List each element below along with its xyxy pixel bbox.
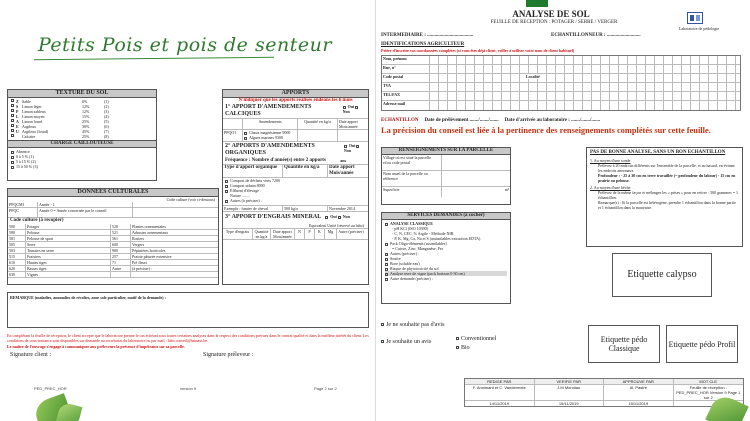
ident-row bbox=[382, 92, 740, 101]
approval-header: MOT CLE bbox=[699, 379, 718, 384]
avis-conventionnel[interactable] bbox=[456, 336, 496, 343]
min-oui-non[interactable]: Oui Non bbox=[325, 214, 350, 221]
calc-oui-non[interactable] bbox=[343, 104, 366, 118]
service-label: Analyse terre de vigne (pack horizon 0-30 cm) bbox=[390, 271, 465, 276]
approval-values bbox=[465, 385, 743, 401]
analyse-title: ANALYSE DE SOL bbox=[512, 9, 590, 19]
code-rows bbox=[8, 224, 218, 278]
apports-panel bbox=[222, 89, 369, 285]
approval-value: F. Annimant et C. Vandermeie bbox=[465, 385, 535, 400]
texture-num: (8) bbox=[104, 134, 109, 139]
charge-label: 15 à 50 % (3) bbox=[16, 164, 38, 169]
echantillon-row bbox=[381, 118, 600, 124]
parcelle-panel bbox=[381, 147, 511, 205]
min-title: 3° APPORT D'ENGRAIS MINERAL bbox=[225, 214, 322, 220]
code-header: Code culture (à recopier) bbox=[10, 218, 64, 223]
approval-value: J.M Mondiau bbox=[535, 385, 605, 400]
name-1: Pelouse de sport bbox=[26, 236, 111, 241]
ident-input[interactable] bbox=[430, 56, 740, 64]
col-qte: Quantité en kg/a bbox=[298, 119, 338, 129]
etiquette-profil: Etiquette pédo Profil bbox=[666, 325, 738, 363]
name-1: Basses tiges bbox=[26, 266, 111, 271]
ppqc-label: PPQC bbox=[8, 208, 38, 217]
texture-code: P bbox=[16, 109, 19, 114]
lab-logo-mark-2 bbox=[696, 15, 700, 21]
annee1-label: Année - 1 bbox=[38, 202, 133, 207]
texture-num: (6) bbox=[104, 124, 109, 129]
remarque-text: Remarque(s) : Si la parcelle est hétérogène, prendre 1 échantillon dans la bonne partie et 1 échantillon dans la mauvaise. bbox=[598, 200, 736, 210]
apports-title: APPORTS bbox=[223, 90, 368, 98]
checkbox-icon[interactable] bbox=[11, 104, 14, 107]
parcelle-row bbox=[382, 155, 510, 171]
ident-row bbox=[382, 56, 740, 65]
code-2: 71 bbox=[111, 260, 131, 265]
ident-note: Prière d'inscrire vos coordonnées complètes (si vous êtes déjà client, veiller à utiliser votre nom de client habituel) bbox=[381, 48, 575, 53]
ident-row bbox=[382, 74, 740, 83]
p2-text: Prélevez de la même façon et mélangez les « prises » pour en retirer : 500 grammes = 1 échantillon. bbox=[598, 190, 738, 200]
echantillon-label: ECHANTILLON bbox=[381, 118, 419, 123]
texture-code: U bbox=[16, 129, 19, 134]
apports-warning: N'indiquer que les apports réalisés endéans les 6 mois bbox=[238, 98, 353, 103]
analyse-subtitle: FEUILLE DE RECEPTION : POTAGER / SERRE / VERGER bbox=[490, 20, 618, 25]
min-col-header: N bbox=[295, 229, 305, 239]
date-arrivee[interactable]: Date d'arrivée au laboratoire : ......./......./....... bbox=[504, 118, 601, 123]
org-item: Nature ........ bbox=[230, 193, 250, 198]
ident-label: TVA bbox=[382, 83, 430, 91]
intermediaire-label: INTERMEDIAIRE : bbox=[381, 33, 426, 38]
checkbox-icon[interactable] bbox=[11, 129, 14, 132]
approval-dates bbox=[465, 401, 743, 406]
footer-page: Page 2 sur 2 bbox=[314, 386, 337, 391]
code-2: 600 bbox=[111, 242, 131, 247]
approval-table bbox=[464, 378, 744, 407]
approval-value: Feuille de réception : PED_PREC_HOR Version 9 Page 1 sur 2 bbox=[676, 385, 741, 400]
ident-title: IDENTIFICATIONS AGRICULTEUR bbox=[381, 42, 465, 47]
charge-label: Absence bbox=[16, 149, 30, 154]
org-other-label: Autres (à préciser) : bbox=[230, 198, 262, 203]
name-1: Vignes bbox=[26, 272, 111, 277]
frequence-unit: ans bbox=[340, 158, 346, 163]
avis-conventionnel-label: Conventionnel bbox=[461, 336, 497, 342]
ident-label: Code postal bbox=[382, 74, 430, 82]
name-1: Pelouse bbox=[26, 230, 111, 235]
name-2: Rosiers bbox=[132, 236, 144, 241]
ident-input[interactable] bbox=[430, 101, 740, 110]
approval-date: 15/11/2019 bbox=[604, 401, 674, 406]
code-2: 257 bbox=[111, 254, 131, 259]
org-item-label: Compost de déchets verts 7200 bbox=[230, 178, 280, 183]
code-2: 520 bbox=[111, 224, 131, 229]
date-header: Date apport Mois/année bbox=[329, 165, 355, 176]
code-1: 505 bbox=[8, 242, 26, 247]
calc-item-label: Algues marines 9300 bbox=[249, 135, 283, 140]
name-2: Vergers bbox=[132, 242, 145, 247]
ident-row bbox=[382, 65, 740, 74]
min-col-header: P bbox=[305, 229, 315, 239]
example-date: Novembre 2014 bbox=[329, 206, 355, 211]
approval-date: 15/11/2019 bbox=[535, 401, 605, 406]
avis-none-label: Je ne souhaite pas d'avis bbox=[386, 322, 445, 328]
min-col-header: Quantité en kg/a bbox=[253, 229, 271, 239]
calc-oui: Oui bbox=[347, 104, 355, 109]
service-label: Bore (soluble eau) bbox=[390, 261, 420, 266]
ident-input[interactable] bbox=[430, 65, 740, 73]
code-2: 561 bbox=[111, 236, 131, 241]
checkbox-icon[interactable] bbox=[385, 243, 388, 246]
calc-header bbox=[223, 104, 368, 118]
lab-logo-mark bbox=[690, 15, 694, 21]
code-2: 521 bbox=[111, 230, 131, 235]
date-prelevement[interactable]: Date de prélèvement ......./......./....... bbox=[424, 118, 499, 123]
texture-code: A bbox=[16, 119, 19, 124]
name-1: Fraisiers bbox=[26, 254, 111, 259]
code-1: 500 bbox=[8, 224, 26, 229]
service-label: - pH KCl (ISO 10390) bbox=[392, 226, 428, 231]
checkbox-icon[interactable] bbox=[11, 109, 14, 112]
superficie-unit: m² bbox=[504, 187, 509, 192]
bonne-analyse-panel bbox=[586, 147, 743, 247]
type-header: Type d'apport organique bbox=[223, 165, 283, 177]
etiquette-classique: Etiquette pédo Classique bbox=[588, 325, 660, 363]
ident-label: Rue, n° bbox=[382, 65, 430, 73]
service-label: - C, N, CEC, % Argile - Méthode NIR bbox=[392, 231, 454, 236]
texture-name: Limon lourd bbox=[22, 119, 43, 124]
org-header bbox=[223, 142, 368, 158]
cultures-panel bbox=[7, 188, 219, 285]
org-title: 2° APPORTS D'AMENDEMENTS ORGANIQUES bbox=[225, 143, 315, 156]
footer-version: version 9 bbox=[180, 386, 197, 391]
texture-code: S bbox=[16, 104, 19, 109]
service-label: ANALYSE CLASSIQUE bbox=[390, 221, 433, 226]
texture-name: Argileux (lourd) bbox=[22, 129, 49, 134]
code-1: 515 bbox=[8, 254, 26, 259]
texture-pct: 12% bbox=[82, 104, 90, 109]
calc-item-label: Chaux magnésienne 9000 bbox=[249, 130, 291, 135]
texture-panel bbox=[7, 89, 157, 181]
calc-item[interactable] bbox=[244, 135, 296, 140]
title-underline bbox=[34, 57, 274, 61]
services-panel bbox=[381, 212, 511, 304]
avis-none[interactable] bbox=[381, 322, 444, 329]
right-page bbox=[375, 0, 750, 421]
texture-num: (7) bbox=[104, 129, 109, 134]
charge-label: 5 à 15 % (2) bbox=[16, 159, 36, 164]
p1-title: 1. Au moyen d'une sonde bbox=[590, 158, 631, 163]
min-col-headers bbox=[223, 228, 368, 240]
checkbox-icon[interactable] bbox=[11, 99, 14, 102]
code-1: 630 bbox=[8, 272, 26, 277]
code-1: 610 bbox=[8, 260, 26, 265]
ppqcm1-label: PPQCM1 bbox=[8, 202, 38, 207]
code-2: 900 bbox=[111, 248, 131, 253]
approval-header: VERIFIE PAR bbox=[535, 379, 605, 384]
ident-label: Nom, prénom bbox=[382, 56, 430, 64]
charge-rows bbox=[8, 148, 156, 170]
remarque-box[interactable] bbox=[7, 292, 369, 328]
handwritten-title: Petits Pois et pois de senteur bbox=[38, 34, 332, 56]
checkbox-icon[interactable] bbox=[11, 166, 14, 169]
checkbox-icon[interactable] bbox=[11, 114, 14, 117]
name-2 bbox=[131, 272, 218, 277]
ident-label: TEL/FAX bbox=[382, 92, 430, 100]
service-label: Autres (préciser) : bbox=[390, 251, 420, 256]
services-list bbox=[382, 220, 510, 282]
min-col-header: Type d'engrais bbox=[223, 229, 253, 239]
texture-name: Sable bbox=[22, 99, 31, 104]
date-arrivee-label: Date d'arrivée au laboratoire : bbox=[504, 118, 570, 123]
min-header bbox=[223, 212, 368, 223]
col-amend: Amendements bbox=[243, 119, 298, 129]
org-item-label: Nature bbox=[230, 193, 241, 198]
p1-text: Prélevez à 20 endroits différents sur l'ensemble de la parcelle, et au hasard, en évitant les endroits anormaux. bbox=[598, 163, 735, 173]
echantillonneur-label: ECHANTILLONNEUR : bbox=[551, 33, 606, 38]
texture-code: E bbox=[16, 124, 19, 129]
approval-header: REDIGE PAR bbox=[465, 379, 535, 384]
frequence-label: Fréquence : Nombre d'année(s) entre 2 apports bbox=[225, 158, 326, 163]
checkbox-icon[interactable] bbox=[385, 223, 388, 226]
ident-row bbox=[382, 83, 740, 92]
parcelle-row-input[interactable] bbox=[442, 171, 510, 186]
org-col-headers bbox=[223, 164, 368, 178]
calc-items bbox=[243, 130, 298, 141]
avis-yes[interactable] bbox=[381, 339, 431, 346]
parcelle-row bbox=[382, 187, 510, 197]
org-items bbox=[223, 178, 368, 203]
org-item-label: Effluent d'élevage : bbox=[230, 188, 262, 193]
name-1: Potager bbox=[26, 224, 111, 229]
code-1: 580 bbox=[8, 230, 26, 235]
name-2: Prairie pâturée extensive bbox=[132, 254, 172, 259]
footer-doc-code: PED_PREC_HOR bbox=[34, 386, 67, 391]
texture-name: Argileux bbox=[22, 124, 37, 129]
texture-name: Limon moyen bbox=[22, 114, 45, 119]
calc-col-headers bbox=[223, 118, 368, 130]
signature-client[interactable]: Signature client : bbox=[10, 352, 51, 358]
name-2: Arbustes ornementaux bbox=[132, 230, 169, 235]
example-qte: 500 kg/a bbox=[283, 206, 328, 211]
echantillonneur[interactable]: ECHANTILLONNEUR : ........................... bbox=[551, 33, 641, 38]
texture-pct: 45% bbox=[82, 129, 90, 134]
texture-code: Z bbox=[16, 99, 19, 104]
parcelle-row-label: Nom usuel de la parcelle ou référence bbox=[382, 171, 442, 186]
service-label: Soufre bbox=[390, 256, 401, 261]
parcelle-row-label: Village où est situé la parcelle et/ou code postal bbox=[382, 155, 442, 170]
org-oui-non[interactable]: Oui Non bbox=[344, 143, 366, 157]
name-2: (à préciser) : bbox=[132, 266, 153, 271]
ident-grid bbox=[381, 55, 741, 111]
name-1: Serre bbox=[26, 242, 111, 247]
bonne-analyse-title: PAS DE BONNE ANALYSE, SANS UN BON ECHANTILLON bbox=[590, 150, 726, 155]
parcelle-row bbox=[382, 171, 510, 187]
service-label: = Cuivre, Zinc, Manganèse, Fer bbox=[392, 246, 444, 251]
service-label: Autre demande (préciser) : bbox=[390, 276, 433, 281]
avis-bio-label: Bio bbox=[461, 345, 470, 351]
services-title: SERVICES DEMANDES (à cocher) bbox=[382, 213, 510, 220]
code-1: 581 bbox=[8, 236, 26, 241]
ppqc-row bbox=[8, 208, 218, 218]
example-label: Exemple : fumier de cheval bbox=[223, 206, 283, 211]
top-green-bar bbox=[526, 0, 548, 7]
charge-title: CHARGE CAILLOUTEUSE bbox=[8, 140, 156, 148]
texture-name: Limon sableux bbox=[22, 109, 46, 114]
avis-bio[interactable] bbox=[456, 345, 470, 352]
texture-pct: 25% bbox=[82, 134, 90, 139]
ppqo1-label: PPQO1 bbox=[223, 130, 243, 141]
code-1: 620 bbox=[8, 266, 26, 271]
parcelle-row-input[interactable] bbox=[442, 155, 510, 170]
texture-row[interactable] bbox=[11, 134, 153, 139]
name-2: Pépinières horticoles bbox=[132, 248, 166, 253]
localite-label: Localité bbox=[526, 74, 540, 79]
texture-num: (3) bbox=[104, 109, 109, 114]
name-1: Tomates en serre bbox=[26, 248, 111, 253]
approval-date: 14/11/2019 bbox=[465, 401, 535, 406]
name-1: Hautes tiges bbox=[26, 260, 111, 265]
approval-header: APPROUVE PAR bbox=[604, 379, 674, 384]
code-2 bbox=[111, 272, 131, 277]
cultures-title: DONNEES CULTURALES bbox=[8, 189, 218, 197]
min-col-header: Autre (préciser) bbox=[338, 229, 364, 234]
parcelle-row-input[interactable] bbox=[442, 187, 510, 197]
parcelle-row-label: Superficie bbox=[382, 187, 442, 197]
texture-num: (1) bbox=[104, 99, 109, 104]
texture-pct: 12% bbox=[82, 109, 90, 114]
date-prelevement-label: Date de prélèvement bbox=[424, 118, 469, 123]
col-date: Date apport Mois/année bbox=[339, 119, 358, 129]
approval-value: Al. Pastre bbox=[604, 385, 674, 400]
texture-name: Calcaire bbox=[22, 134, 36, 139]
name-2: Plantes ornementales bbox=[132, 224, 166, 229]
qte-header: Quantité en kg/a bbox=[283, 165, 328, 177]
texture-pct: 15% bbox=[82, 114, 90, 119]
checkbox-icon[interactable] bbox=[11, 119, 14, 122]
org-item-label: Compost urbain 8000 bbox=[230, 183, 265, 188]
checkbox-icon[interactable] bbox=[11, 134, 14, 137]
service-label: Risque de phytotoxicité du sol bbox=[390, 266, 439, 271]
min-col-header: K bbox=[315, 229, 325, 239]
annee0-label: Année 0 = Année concernée par le conseil bbox=[38, 208, 133, 217]
service-label: Pack Oligo-éléments (assimilables) bbox=[390, 241, 447, 246]
profondeur-text: Profondeur : - 25 à 30 cm en terre travaillée (= profondeur du labour) - 15 cm en prairie ou pelouse. bbox=[598, 173, 736, 183]
calc-items-row bbox=[223, 130, 368, 142]
code-1: 503 bbox=[8, 248, 26, 253]
parcelle-title: RENSEIGNEMENTS SUR LA PARCELLE bbox=[382, 148, 510, 155]
logo-caption: Laboratoire de pédologie bbox=[678, 26, 720, 31]
name-2: Pré fleuri bbox=[132, 260, 147, 265]
texture-name: Limon léger bbox=[22, 104, 42, 109]
texture-pct: 30% bbox=[82, 124, 90, 129]
texture-pct: 0% bbox=[82, 99, 88, 104]
charge-label: 0 à 5 % (1) bbox=[16, 154, 34, 159]
example-row bbox=[223, 205, 368, 212]
ident-input[interactable] bbox=[430, 92, 740, 100]
ident-row bbox=[382, 101, 740, 110]
min-col-header: Date apport Mois/année bbox=[271, 229, 295, 239]
precision-text: La précision du conseil est liée à la pertinence des renseignements complétés sur cette feuille. bbox=[381, 126, 711, 135]
texture-num: (2) bbox=[104, 104, 109, 109]
legal-text-2: Le maître de l'ouvrage s'engage à communiquer aux préleveurs la présence d'impétrants sur sa parcelle. bbox=[7, 344, 185, 349]
service-label: - P, K, Mg, Ca, Na et S (assimilables extraction EDTA) bbox=[392, 236, 481, 241]
code-row bbox=[8, 272, 218, 278]
code-culture-label: Code culture (voir ci-dessous) bbox=[166, 197, 215, 202]
min-note: Equivalent Unité (réservé au labo) bbox=[308, 223, 364, 228]
calc-non: Non bbox=[342, 109, 350, 114]
etiquette-calypso: Etiquette calypso bbox=[612, 253, 712, 297]
remarque-label: REMARQUE (maladies, anomalies de récoltes, zone sole particulier, motif de la demande) : bbox=[10, 295, 166, 300]
charge-row[interactable] bbox=[11, 164, 153, 169]
texture-title: TEXTURE DU SOL bbox=[8, 90, 156, 98]
ident-input[interactable] bbox=[430, 83, 740, 91]
texture-code: L bbox=[16, 114, 19, 119]
ident-label: Adresse mail bbox=[382, 101, 430, 110]
checkbox-icon[interactable] bbox=[11, 124, 14, 127]
intermediaire[interactable]: INTERMEDIAIRE : ..................................... bbox=[381, 33, 474, 38]
texture-rows bbox=[8, 98, 156, 140]
ident-input[interactable] bbox=[430, 74, 740, 82]
avis-yes-label: Je souhaite un avis bbox=[386, 339, 432, 345]
p2-title: 2. Au moyen d'une bêche bbox=[590, 185, 631, 190]
min-empty-row[interactable] bbox=[223, 240, 368, 254]
org-other[interactable] bbox=[225, 198, 366, 203]
checkbox-icon[interactable] bbox=[385, 278, 388, 281]
texture-num: (5) bbox=[104, 119, 109, 124]
min-col-header: Mg bbox=[325, 229, 337, 239]
service-item[interactable] bbox=[385, 276, 507, 281]
ppqc-input[interactable] bbox=[133, 208, 218, 217]
code-2: Autre bbox=[111, 266, 131, 271]
texture-num: (4) bbox=[104, 114, 109, 119]
ppqcm1-input[interactable] bbox=[133, 202, 218, 207]
signature-preleveur[interactable]: Signature préleveur : bbox=[203, 352, 254, 358]
calc-title: 1° APPORT D'AMENDEMENTS CALCIQUES bbox=[225, 104, 312, 117]
texture-pct: 25% bbox=[82, 119, 90, 124]
legal-text: En complétant la feuille de réception, le client accepte que le laboratoire prenne le cas échéant sous toutes certaines analyses dans le respect des conditions prévues dans le contrat qualité et dans la meilleur intérêt du client. Les conditions de sous-traitance sont disponibles sur demande au secrétariat du laboratoire ou par mail : labo.conseil@hainaut.be. bbox=[7, 333, 369, 343]
